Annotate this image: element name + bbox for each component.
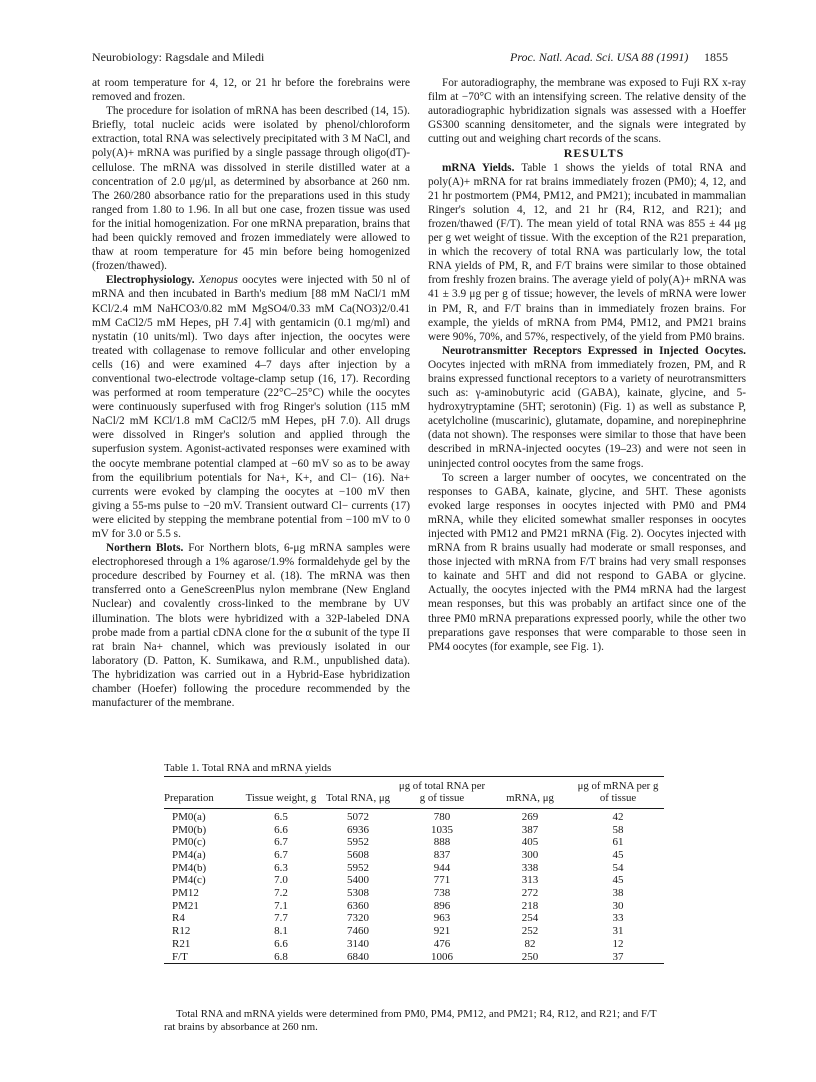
paragraph-body: Oocytes injected with mRNA from immediately frozen, PM, and R brains expressed functional receptors to a variety of neurotransmitters such as: γ-aminobutyric acid (GABA), kainate, glycine, and 5-hydroxytryptamine (5HT; serotonin) (Fig. 1) as well as substance P, acetylcholine (muscarinic), glutamate, dopamine, and norepinephrine (data not shown). The responses were similar to those that have been described in mRNA-injected oocytes (19–23) and were not seen in uninjected control oocytes from the same frogs. [428,358,746,470]
column-header: μg of mRNA per g of tissue [577,780,659,805]
table-cell: 42 [612,810,624,823]
table-cell: 837 [433,848,451,861]
table-cell: 54 [612,861,624,874]
table-cell: 269 [521,810,539,823]
table-cell: 250 [521,950,539,963]
table-cell: 300 [521,848,539,861]
left-column [92,76,410,710]
table-1 [164,776,664,964]
paragraph-body: For Northern blots, 6-μg mRNA samples were electrophoresed through a 1% agarose/1.9% formaldehyde gel by the procedure described by Fourney et al. (18). The mRNA was then transferred onto a GeneScreenPlus nylon membrane (New England Nuclear) and covalently cross-linked to the membrane by UV illumination. The blots were hybridized with a 32P-labeled DNA probe made from a partial cDNA clone for the α subunit of the type II rat brain Na+ channel, which was previously isolated in our laboratory (D. Patton, K. Sumikawa, and R.M., unpublished data). The hybridization was carried out in a Hybrid-Ease hybridization chamber (Hoefer) following the procedure recommended by the manufacturer of the membrane. [92,542,411,710]
table-row [164,836,664,849]
paragraph-heading: Electrophysiology. [106,274,195,287]
paragraph [428,344,746,471]
table-cell: 6840 [347,950,369,963]
header-journal: Proc. Natl. Acad. Sci. USA 88 (1991) [510,50,689,64]
table-row [164,809,664,824]
table-cell: 921 [433,925,451,938]
table-cell: 963 [433,912,451,925]
table-cell-preparation: PM0(c) [172,836,206,849]
table-cell: 272 [521,887,539,900]
table-cell: 12 [612,937,624,950]
table-row [164,925,664,938]
paragraph [92,541,410,710]
table-bottom-rule [164,963,664,964]
table-cell: 5608 [347,848,369,861]
page-number: 1855 [704,50,728,64]
table-cell: 476 [433,937,451,950]
table-cell: 7460 [347,925,369,938]
table-cell: 45 [612,874,624,887]
table-cell-preparation: PM0(a) [172,810,206,823]
table-cell: 3140 [347,937,369,950]
table-row [164,912,664,925]
table-cell: 6360 [347,899,369,912]
table-cell: 6.6 [274,823,288,836]
table-row [164,862,664,875]
table-footnote: Total RNA and mRNA yields were determined from PM0, PM4, PM12, and PM21; R4, R12, and R21; and F/T rat brains by absorbance at 260 nm. [164,1008,657,1033]
table-cell-preparation: R12 [172,925,191,938]
table-row [164,951,664,964]
table-cell: 254 [521,912,539,925]
table-cell: 7.2 [274,887,288,900]
table-cell: 5400 [347,874,369,887]
species-name: Xenopus [198,274,238,287]
table-cell: 771 [433,874,451,887]
paragraph-heading: Northern Blots. [106,542,184,555]
table-cell: 7.7 [274,912,288,925]
section-title: RESULTS [563,146,625,161]
table-row [164,824,664,837]
table-cell-preparation: PM4(a) [172,848,206,861]
table-cell: 5308 [347,887,369,900]
table-row [164,938,664,951]
table-cell-preparation: F/T [172,950,188,963]
table-row [164,849,664,862]
paragraph: To screen a larger number of oocytes, we concentrated on the responses to GABA, kainate, glycine, and 5HT. These agonists evoked large responses in oocytes injected with PM0 and PM4 mRNA, while they elicited somewhat smaller responses in oocytes injected with PM12 and PM21 mRNA (Fig. 2). Oocytes injected with mRNA from R brains usually had moderate or small responses, and those injected with mRNA from F/T brains had very small responses to kainate and 5HT and did not respond to GABA or glycine. Actually, the oocytes injected with the PM4 mRNA had the largest mean responses, but this was probably an artifact since one of the three PM0 mRNA preparations expressed poorly, while the other two preparations gave responses that were comparable to those seen in PM4 oocytes (for example, see Fig. 1). [428,471,746,653]
table-cell: 888 [433,836,451,849]
running-header [92,50,728,70]
table-cell-preparation: PM21 [172,899,199,912]
table-row [164,900,664,913]
table-cell: 82 [524,937,536,950]
table-cell-preparation: R21 [172,937,191,950]
table-cell-preparation: PM12 [172,887,199,900]
paragraph: The procedure for isolation of mRNA has been described (14, 15). Briefly, total nucleic acids were isolated by phenol/chloroform extraction, total RNA was selectively precipitated with 3 M NaCl, and poly(A)+ mRNA was purified by a single passage through oligo(dT)-cellulose. The mRNA was dissolved in sterile distilled water at a concentration of 2.0 μg/μl, as determined by absorbance at 260 nm. The 260/280 absorbance ratio for the preparations used in this study ranged from 1.80 to 1.96. In all but one case, frozen tissue was used for the initial homogenization. For one mRNA preparation, brains that had been quickly removed and frozen immediately were allowed to thaw at room temperature for 45 min before being homogenized (frozen/thawed). [92,105,410,273]
table-cell: 1006 [431,950,453,963]
yields-table [164,777,664,963]
table-cell: 896 [433,899,451,912]
table-cell: 252 [521,925,539,938]
table-cell-preparation: PM4(c) [172,874,206,887]
table-cell: 30 [612,899,624,912]
table-cell: 6936 [347,823,369,836]
table-cell: 6.7 [274,848,288,861]
table-cell: 6.7 [274,836,288,849]
paragraph: For autoradiography, the membrane was exposed to Fuji RX x-ray film at −70°C with an intensifying screen. The relative density of the autoradiographic hybridization signals was assessed with a Hoeffer GS300 scanning densitometer, and the signals were integrated by cutting out and weighing chart records of the scans. [428,77,746,146]
table-cell: 37 [612,950,624,963]
column-header: Preparation [164,792,214,805]
table-cell: 6.6 [274,937,288,950]
table-row [164,874,664,887]
table-cell: 8.1 [274,925,288,938]
table-cell: 780 [433,810,451,823]
table-cell: 58 [612,823,624,836]
paragraph [92,273,410,541]
table-cell: 45 [612,848,624,861]
header-section-authors: Neurobiology: Ragsdale and Miledi [92,50,265,64]
table-cell: 1035 [431,823,453,836]
table-cell-preparation: R4 [172,912,185,925]
paragraph-body: Table 1 shows the yields of total RNA and poly(A)+ mRNA for rat brains immediately frozen (PM0); 4, 12, and 21 hr postmortem (PM4, PM12, and PM21); incubated in mammalian Ringer's solution 4, 12, and 21 hr (R4, R12, and R21); and frozen/thawed (F/T). The mean yield of total RNA was 855 ± 44 μg per g wet weight of tissue. With the exception of the R21 preparation, in which the recovery of total RNA was particularly low, the total RNA yields of PM, R, and F/T brains were similar to those obtained from freshly frozen brains. The average yield of poly(A)+ mRNA was 41 ± 3.9 μg per g of tissue; however, the levels of mRNA were lower in PM, R, and F/T brains than in immediately frozen brains. For example, the yields of mRNA from PM4, PM12, and PM21 brains were 90%, 70%, and 57%, respectively, of the yield from PM0 brains. [428,161,747,343]
table-cell: 338 [521,861,539,874]
table-header-row [164,777,664,808]
table-row [164,887,664,900]
column-header: Tissue weight, g [245,792,317,805]
table-cell: 31 [612,925,624,938]
table-cell: 7320 [347,912,369,925]
table-cell-preparation: PM0(b) [172,823,207,836]
table-cell: 5072 [347,810,369,823]
table-cell: 6.3 [274,861,288,874]
column-header: mRNA, μg [506,792,554,805]
paragraph: at room temperature for 4, 12, or 21 hr before the forebrains were removed and frozen. [92,77,410,104]
table-cell: 33 [612,912,624,925]
paragraph [428,161,746,344]
paragraph-heading: Neurotransmitter Receptors Expressed in Injected Oocytes. [442,344,746,357]
table-cell: 7.1 [274,899,288,912]
paragraph-heading: mRNA Yields. [442,161,515,174]
table-cell: 405 [521,836,539,849]
table-cell: 313 [521,874,539,887]
table-cell: 5952 [347,836,369,849]
table-caption: Table 1. Total RNA and mRNA yields [164,762,332,774]
table-cell: 738 [433,887,451,900]
paragraph-body: oocytes were injected with 50 nl of mRNA and then incubated in Barth's medium [88 mM NaCl/1 mM KCl/2.4 mM NaHCO3/0.82 mM MgSO4/0.33 mM Ca(NO3)2/0.41 mM CaCl2/5 mM Hepes, pH 7.4] with gentamicin (0.1 mg/ml) and nystatin (10 units/ml). Two days after injection, the oocytes were treated with collagenase to remove follicular and other enveloping cells (16) and were examined 4–7 days after injection by a conventional two-electrode voltage-clamp setup (16, 17). Recording was performed at room temperature (22°C–25°C) while the oocytes were continuously superfused with frog Ringer's solution (115 mM NaCl/2 mM KCl/1.8 mM CaCl2/5 mM Hepes, pH 7.0). All drugs were dissolved in Ringer's solution and applied through the superfusion system. Agonist-activated responses were examined with the oocyte membrane potential clamped at −60 mV so as to be away from the equilibrium potentials for Na+, K+, and Cl− (16). Na+ currents were evoked by clamping the oocytes at −100 mV then giving a 55-ms pulse to −20 mV. Transient outward Cl− currents (17) were elicited by stepping the membrane potential from −100 mV to 0 mV for 3.0 or 5.5 s. [92,274,410,540]
table-cell: 6.8 [274,950,288,963]
table-cell: 5952 [347,861,369,874]
table-cell: 38 [612,887,624,900]
column-header: μg of total RNA per g of tissue [398,780,486,805]
table-cell: 6.5 [274,810,288,823]
table-cell: 61 [612,836,624,849]
table-body [164,809,664,963]
table-cell: 944 [433,861,451,874]
column-header: Total RNA, μg [325,792,391,805]
table-cell: 7.0 [274,874,288,887]
table-cell: 218 [521,899,539,912]
table-cell-preparation: PM4(b) [172,861,207,874]
table-cell: 387 [521,823,539,836]
right-column [428,76,746,654]
